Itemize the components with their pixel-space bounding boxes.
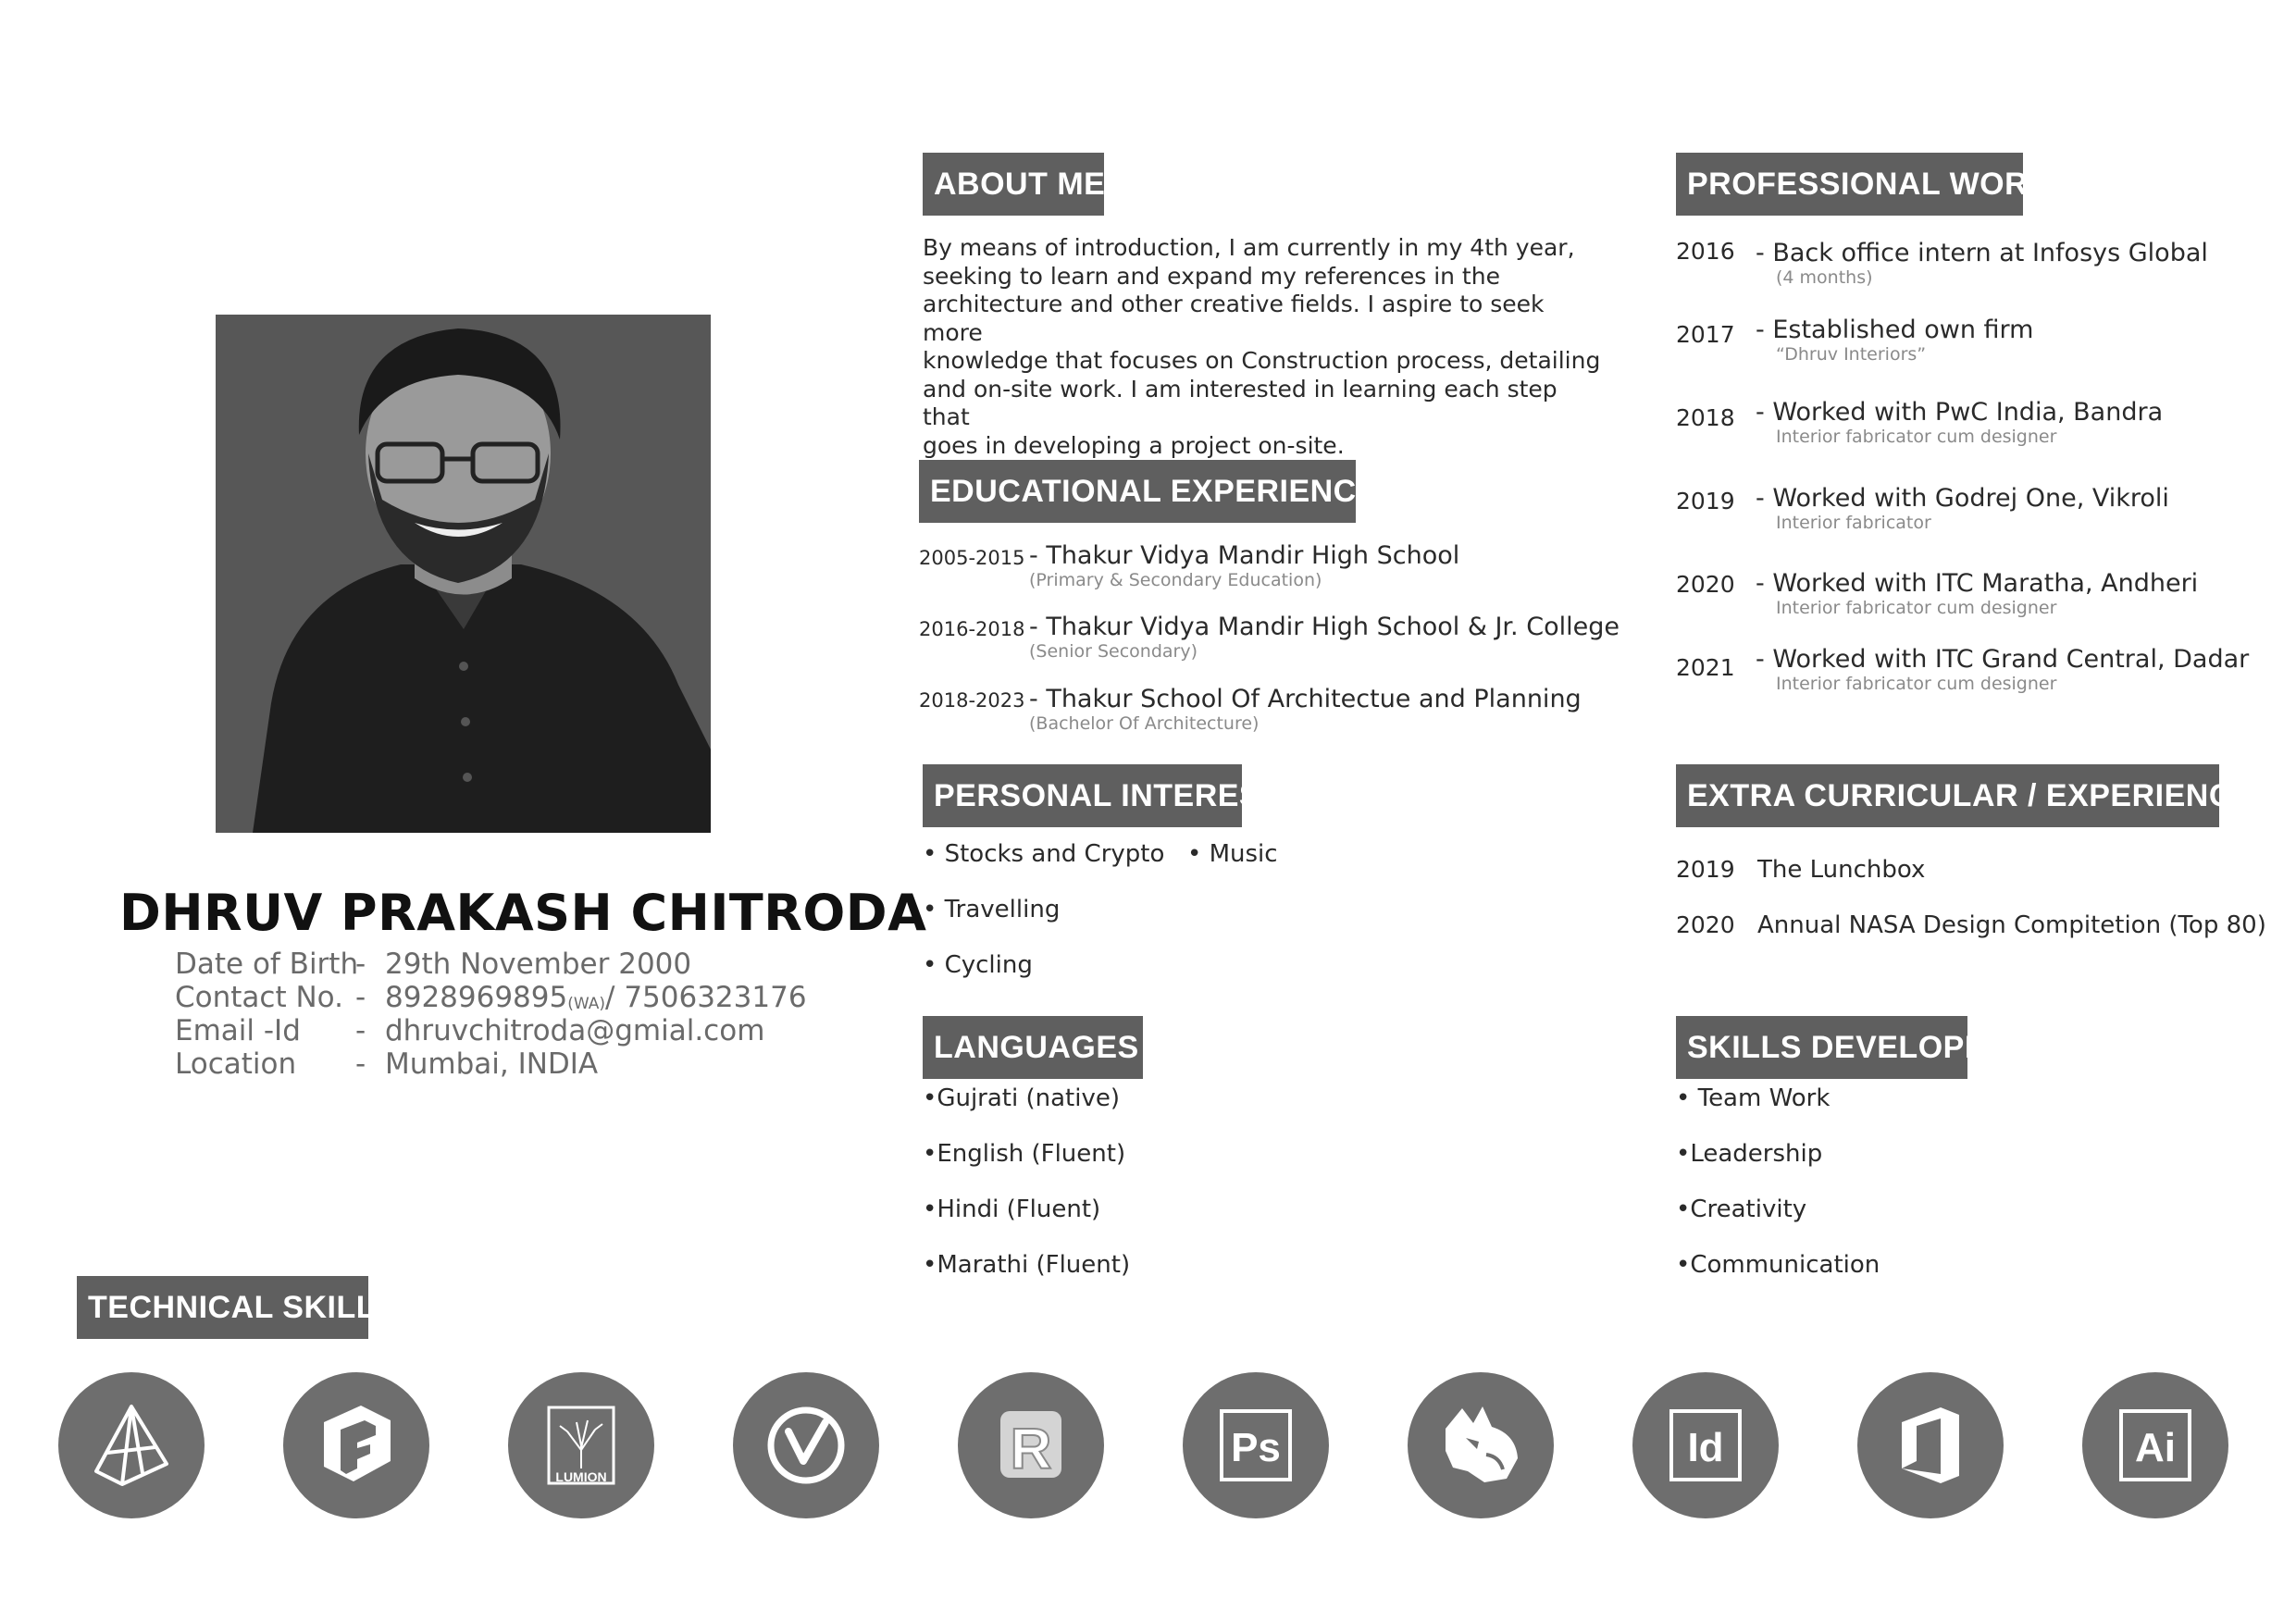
work-year [1676, 654, 1735, 681]
indesign-icon [1632, 1372, 1779, 1518]
extra-title: Annual NASA Design Compitetion (Top 80) [1757, 911, 2266, 939]
work-item [1756, 316, 2033, 365]
extra-title: The Lunchbox [1757, 856, 1926, 884]
extra-item [1676, 911, 2266, 939]
work-item [1756, 398, 2163, 447]
work-detail: “Dhruv Interiors” [1776, 344, 1927, 365]
technical-skills-header: TECHNICAL SKILLS [77, 1276, 368, 1339]
skill-item: • Team Work [1676, 1084, 1831, 1112]
svg-text:LUMION: LUMION [555, 1469, 607, 1484]
work-item [1756, 569, 2198, 618]
location-label: Location [175, 1047, 297, 1081]
education-item-text [1029, 685, 1582, 734]
svg-text:Ps: Ps [1231, 1425, 1281, 1470]
profile-photo [216, 315, 711, 833]
skill-item: •Creativity [1676, 1196, 1807, 1223]
about-line: By means of introduction, I am currently in my 4th year, [923, 234, 1575, 261]
interest-item: • Stocks and Crypto [923, 840, 1165, 868]
work-item [1756, 239, 2208, 288]
svg-text:Ai: Ai [2135, 1425, 2176, 1470]
education-school: - Thakur School Of Architectue and Planning [1029, 685, 1582, 713]
dob-label: Date of Birth [175, 948, 359, 981]
education-detail: (Bachelor Of Architecture) [1029, 713, 1260, 734]
contact-value-secondary: / 7506323176 [605, 981, 807, 1014]
work-year [1676, 321, 1735, 348]
contact-value-primary: 8928969895 [385, 981, 568, 1014]
revit-icon [958, 1372, 1104, 1518]
work-title: - Worked with ITC Grand Central, Dadar [1756, 645, 2250, 674]
education-years: 2005-2015 [919, 547, 1025, 569]
location-row [175, 1047, 598, 1081]
work-year-value: 2016 [1676, 238, 1735, 265]
education-years: 2018-2023 [919, 689, 1025, 712]
work-year-value: 2017 [1676, 321, 1735, 348]
education-detail: (Senior Secondary) [1029, 641, 1198, 662]
vray-icon [733, 1372, 879, 1518]
rhino-icon [1408, 1372, 1554, 1518]
extra-year: 2019 [1676, 856, 1735, 883]
about-line: knowledge that focuses on Construction process, detailing [923, 347, 1601, 374]
email-label: Email -Id [175, 1014, 301, 1047]
work-detail: Interior fabricator [1776, 513, 1931, 533]
work-detail: Interior fabricator cum designer [1776, 674, 2057, 694]
illustrator-icon [2082, 1372, 2228, 1518]
about-line: seeking to learn and expand my references in the [923, 262, 1500, 290]
languages-header: LANGUAGES [923, 1016, 1143, 1079]
contact-label: Contact No. [175, 981, 343, 1014]
dob-row [175, 948, 691, 981]
work-title: - Established own firm [1756, 316, 2034, 344]
separator: - [355, 1014, 366, 1047]
work-year [1676, 571, 1735, 598]
dob-value: 29th November 2000 [385, 948, 692, 981]
education-item [919, 689, 1024, 712]
autocad-icon [58, 1372, 205, 1518]
about-me-text [923, 234, 1607, 460]
work-year-value: 2018 [1676, 404, 1735, 431]
candidate-name: DHRUV PRAKASH CHITRODA [119, 884, 927, 942]
education-years: 2016-2018 [919, 618, 1025, 640]
language-item: •Gujrati (native) [923, 1084, 1120, 1112]
interest-item: • Travelling [923, 896, 1061, 923]
work-detail: Interior fabricator cum designer [1776, 427, 2057, 447]
work-title: - Back office intern at Infosys Global [1756, 239, 2208, 267]
personal-interest-header: PERSONAL INTEREST [923, 764, 1242, 827]
work-year [1676, 488, 1735, 514]
professional-work-header: PROFESSIONAL WORK [1676, 153, 2023, 216]
separator: - [355, 948, 366, 981]
work-title: - Worked with Godrej One, Vikroli [1756, 484, 2169, 513]
skill-item: •Leadership [1676, 1140, 1823, 1168]
whatsapp-tag: (WA) [567, 995, 606, 1013]
work-year-value: 2020 [1676, 571, 1735, 598]
extra-item [1676, 856, 1925, 884]
skills-developed-header: SKILLS DEVELOPED [1676, 1016, 1967, 1079]
email-value[interactable]: dhruvchitroda@gmial.com [385, 1014, 765, 1047]
office-icon [1857, 1372, 2004, 1518]
contact-row [175, 981, 807, 1014]
education-item [919, 618, 1024, 640]
work-year [1676, 404, 1735, 431]
work-detail: Interior fabricator cum designer [1776, 598, 2057, 618]
skill-item: •Communication [1676, 1251, 1880, 1279]
extra-year: 2020 [1676, 911, 1735, 938]
education-header: EDUCATIONAL EXPERIENCE [919, 460, 1356, 523]
separator: - [355, 981, 366, 1014]
work-year-value: 2021 [1676, 654, 1735, 681]
interest-item: • Music [1187, 840, 1278, 868]
about-line: architecture and other creative fields. I aspire to seek more [923, 291, 1545, 346]
education-detail: (Primary & Secondary Education) [1029, 570, 1322, 590]
about-line: and on-site work. I am interested in learning each step that [923, 375, 1558, 430]
about-me-header: ABOUT ME [923, 153, 1104, 216]
education-item-text [1029, 541, 1459, 590]
interest-item: • Cycling [923, 951, 1033, 979]
education-school: - Thakur Vidya Mandir High School & Jr. College [1029, 613, 1620, 641]
work-item [1756, 645, 2249, 694]
svg-text:Id: Id [1687, 1425, 1724, 1470]
email-row [175, 1014, 764, 1047]
work-item [1756, 484, 2169, 533]
education-item-text [1029, 613, 1620, 662]
work-year [1676, 238, 1735, 265]
sketchup-icon [283, 1372, 429, 1518]
photoshop-icon [1183, 1372, 1329, 1518]
work-title: - Worked with PwC India, Bandra [1756, 398, 2164, 427]
language-item: •Hindi (Fluent) [923, 1196, 1101, 1223]
location-value: Mumbai, INDIA [385, 1047, 599, 1081]
about-line: goes in developing a project on-site. [923, 431, 1345, 459]
work-title: - Worked with ITC Maratha, Andheri [1756, 569, 2199, 598]
extra-curricular-header: EXTRA CURRICULAR / EXPERIENCES [1676, 764, 2219, 827]
work-year-value: 2019 [1676, 488, 1735, 514]
education-school: - Thakur Vidya Mandir High School [1029, 541, 1460, 570]
portrait-image [216, 315, 711, 833]
lumion-icon [508, 1372, 654, 1518]
work-detail: (4 months) [1776, 267, 1873, 288]
language-item: •Marathi (Fluent) [923, 1251, 1131, 1279]
separator: - [355, 1047, 366, 1081]
svg-text:R: R [1010, 1418, 1052, 1481]
language-item: •English (Fluent) [923, 1140, 1126, 1168]
education-item [919, 547, 1024, 569]
